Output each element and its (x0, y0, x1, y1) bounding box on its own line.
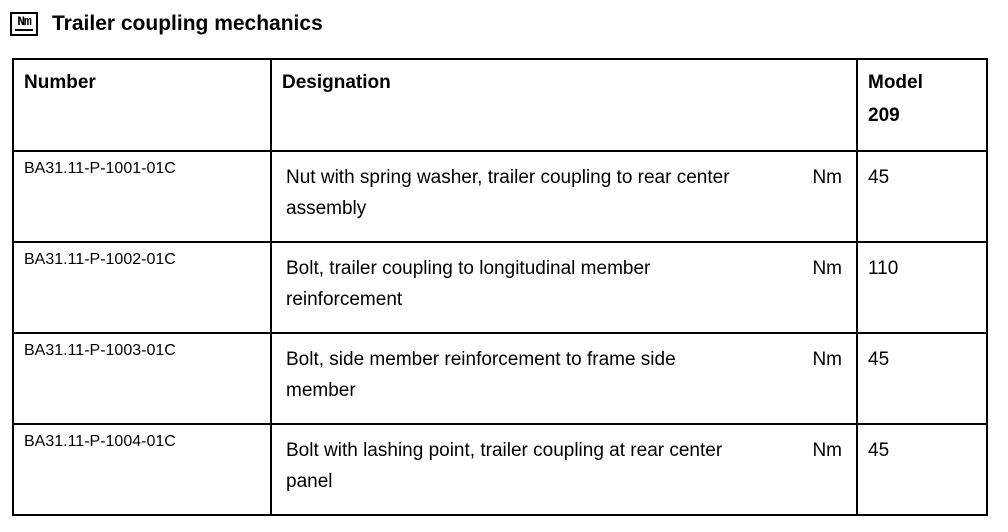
row-unit: Nm (812, 167, 842, 188)
column-header-model (857, 59, 987, 151)
row-designation-cell (271, 333, 857, 424)
row-value: 110 (857, 242, 987, 333)
column-header-number: Number (13, 59, 271, 151)
row-number: BA31.11-P-1003-01C (13, 333, 271, 424)
row-number: BA31.11-P-1001-01C (13, 151, 271, 242)
table-row (13, 333, 987, 424)
torque-icon-underline (15, 29, 33, 31)
column-header-model-number: 209 (868, 105, 900, 126)
row-designation: Nut with spring washer, trailer coupling to rear center assembly (286, 167, 730, 219)
row-unit: Nm (812, 349, 842, 370)
row-unit: Nm (812, 440, 842, 461)
row-value: 45 (857, 424, 987, 515)
torque-nm-icon (10, 12, 38, 36)
table-header-row (13, 59, 987, 151)
row-designation-cell (271, 151, 857, 242)
torque-spec-table (12, 58, 988, 516)
table-row (13, 242, 987, 333)
row-number: BA31.11-P-1004-01C (13, 424, 271, 515)
row-designation: Bolt, trailer coupling to longitudinal member reinforcement (286, 258, 651, 310)
section-header (10, 8, 323, 40)
row-number: BA31.11-P-1002-01C (13, 242, 271, 333)
section-title: Trailer coupling mechanics (52, 12, 323, 35)
column-header-model-label: Model (868, 72, 923, 93)
row-designation: Bolt with lashing point, trailer coupling at rear center panel (286, 440, 723, 492)
table-row (13, 424, 987, 515)
row-unit: Nm (812, 258, 842, 279)
column-header-designation: Designation (271, 59, 857, 151)
row-designation-cell (271, 242, 857, 333)
row-value: 45 (857, 151, 987, 242)
row-designation-cell (271, 424, 857, 515)
row-designation: Bolt, side member reinforcement to frame side member (286, 349, 676, 401)
torque-icon-label: Nm (17, 14, 31, 29)
row-value: 45 (857, 333, 987, 424)
table-row (13, 151, 987, 242)
